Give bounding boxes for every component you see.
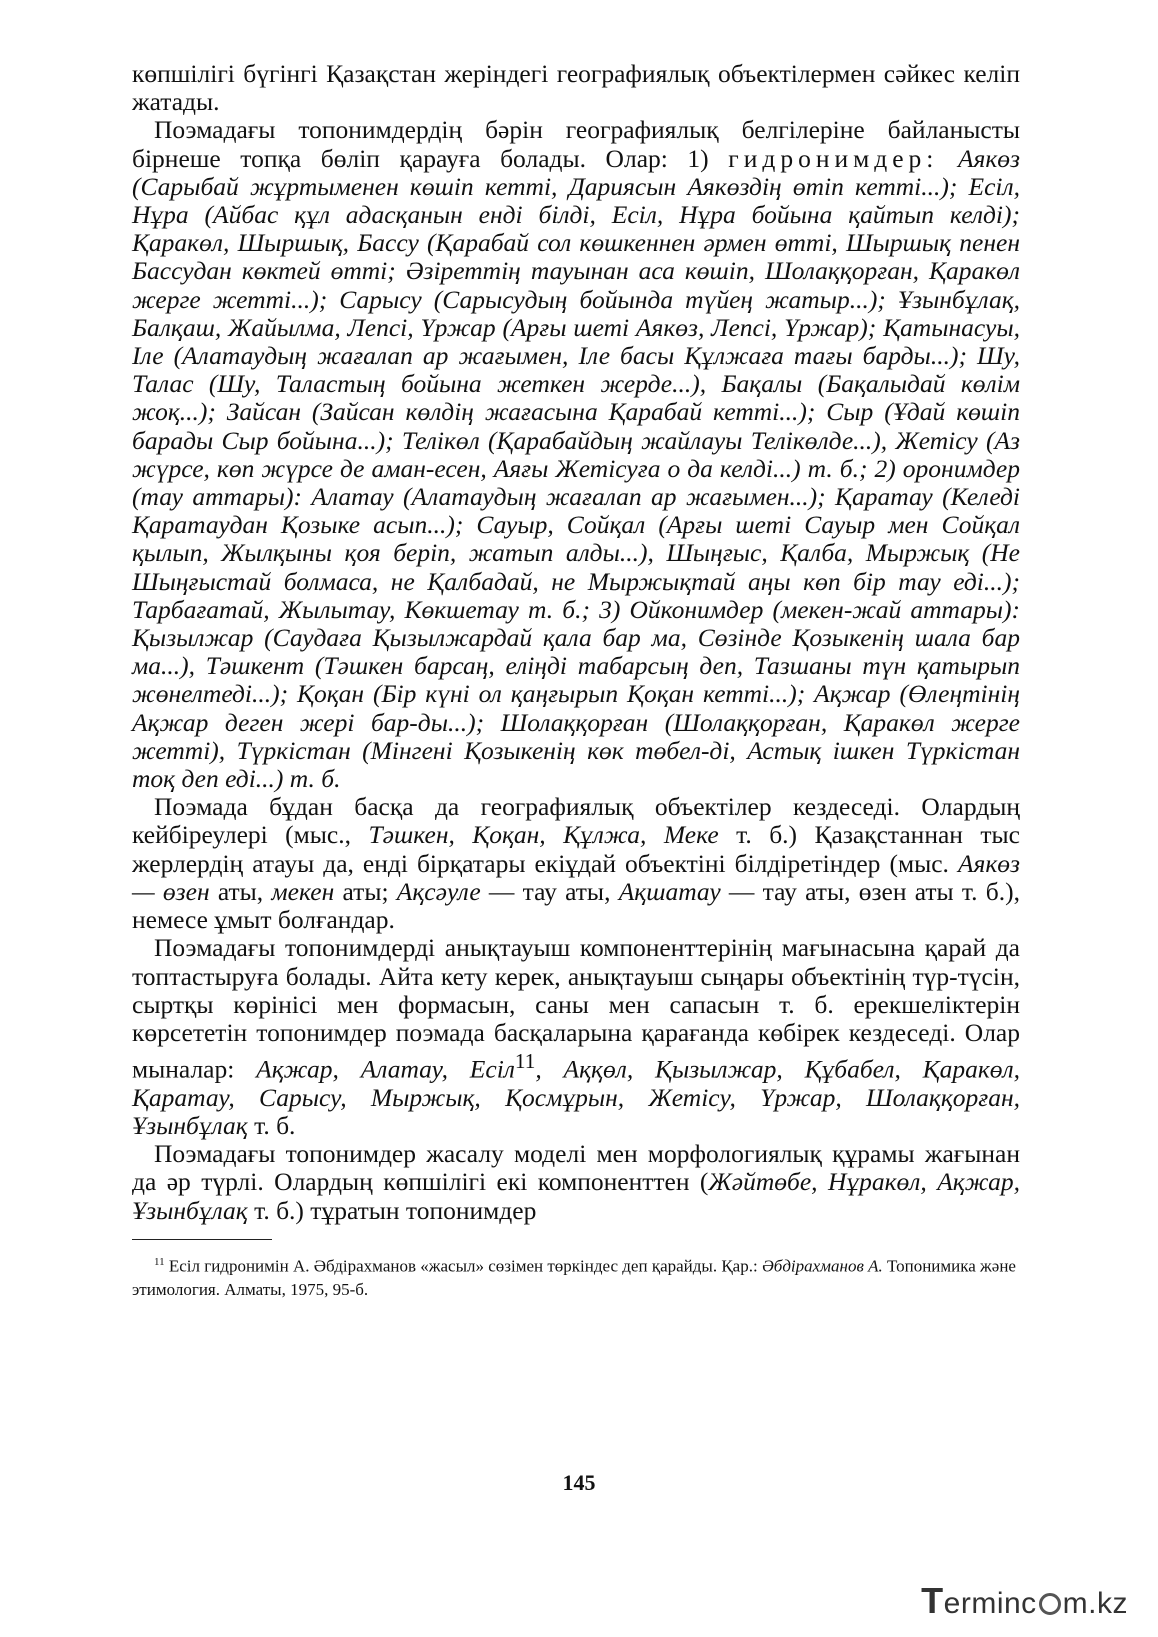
text-segment: т. б.) Қазақстаннан тыс жерлердің атауы да, енді бірқатары екіұдай объектіні білдіретіндер (мыс. xyxy=(132,820,1020,878)
text-segment: Поэмадағы топонимдерді анықтауыш компоненттерінің мағынасына қарай да топтастыруға болады. Айта кету керек, анықтауыш сыңары объектінің түр-түсін, сыртқы көрінісі мен формасын, саны мен сапасын т. б. ерекшеліктерін көрсететін топонимдер поэмада басқаларына қарағанда көбірек кездеседі. Олар мыналар: xyxy=(132,933,1020,1084)
footnote-ref: 11 xyxy=(514,1049,536,1074)
paragraph xyxy=(132,116,1020,793)
watermark-logo xyxy=(921,1580,1128,1622)
footnote-mark: 11 xyxy=(154,1255,165,1268)
italic-text: Әбдірахманов А. xyxy=(761,1256,883,1276)
text-segment: Поэмадағы топонимдер жасалу моделі мен морфологиялық құрамы жағынан да әр түрлі. Олардың көпшілігі екі компоненттен ( xyxy=(132,1139,1020,1197)
footnote xyxy=(132,1250,1020,1303)
watermark-lead: T xyxy=(921,1580,944,1621)
italic-text: Жәйтөбе, Нұракөл, Ақжар, Ұзынбұлақ xyxy=(132,1167,1020,1225)
text-segment xyxy=(938,144,958,173)
italic-text: мекен xyxy=(271,876,335,906)
text-segment: — тау аты, xyxy=(480,876,619,906)
text-segment: Поэмада бұдан басқа да географиялық объектілер кездеседі. Олардың кейбіреулері (мыс., xyxy=(132,792,1020,850)
text-segment: т. б. xyxy=(247,1111,296,1141)
page-number: 145 xyxy=(562,1470,596,1495)
text-segment: аты; xyxy=(334,876,397,906)
text-segment: — тау аты, өзен аты т. б.), немесе ұмыт болғандар. xyxy=(132,876,1020,935)
text-segment: гидронимдер: xyxy=(728,143,939,173)
italic-text: , Аққөл, Қызылжар, Құбабел, Қаракөл, Қаратау, Сарысу, Мыржық, Қосмұрын, Жетісу, Үржар, Шолаққорған, Ұзынбұлақ xyxy=(132,1054,1021,1141)
text-segment: аты, xyxy=(209,876,272,906)
watermark-tail: m.kz xyxy=(1062,1587,1128,1620)
italic-text: Ақшатау xyxy=(618,876,721,906)
paragraph xyxy=(132,934,1020,1140)
paragraph xyxy=(132,60,1020,116)
page-body xyxy=(132,60,1020,1302)
italic-text: Тәшкен, Қоқан, Құлжа, Меке xyxy=(368,820,719,850)
paragraph xyxy=(132,1140,1020,1225)
text-segment: Есіл гидронимін А. Әбдірахманов «жасыл» сөзімен төркіндес деп қарайды. Қар.: xyxy=(164,1256,762,1276)
italic-text: Аякөз (Сарыбай жұртыменен көшіп кетті, Дариясын Аякөздің өтіп кетті...); Есіл, Нұра (Айбас құл адасқанын енді білді, Есіл, Нұра бойына қайтып келді); Қаракөл, Шыршық, Бассу (Қарабай сол көшкеннен әрмен өтті, Шыршық пенен Бассудан көктей өтті; Әзіреттің тауынан аса көшіп, Шолаққорған, Қаракөл жерге жетті...); Сарысу (Сарысудың бойында түйең жатыр...); Ұзынбұлақ, Балқаш, Жайылма, Лепсі, Үржар (Арғы шеті Аякөз, Лепсі, Үржар); Қатынасуы, Іле (Алатаудың жағалап ар жағымен, Іле басы Құлжаға тағы барды...); Шу, Талас (Шу, Таластың бойына жеткен жерде...), Бақалы (Бақалыдай көлім жоқ...); Зайсан (Зайсан көлдің жағасына Қарабай кетті...); Сыр (Ұдай көшіп барады Сыр бойына...); Телікөл (Қарабайдың жайлауы Телікөлде...), Жетісу (Аз жүрсе, көп жүрсе де аман-есен, Аяғы Жетісуға о да келді...) т. б.; 2) оронимдер (тау аттары): Алатау (Алатаудың жағалап ар жағымен...); Қаратау (Келеді Қаратаудан Қозыке асып...); Сауыр, Сойқал (Арғы шеті Сауыр мен Сойқал қылып, Жылқыны қоя беріп, жатып алды...), Шыңғыс, Қалба, Мыржық (Не Шыңғыстай болмаса, не Қалбадай, не Мыржықтай аңы көп бір тау еді...); Тарбағатай, Жылытау, Көкшетау т. б.; 3) Ойконимдер (мекен-жай аттары): Қызылжар (Саудаға Қызылжардай қала бар ма, Сөзінде Қозыкенің шала бар ма...), Тәшкент (Тәшкен барсаң, еліңді табарсың деп, Тазшаны түн қатырып жөнелтеді...); Қоқан (Бір күні ол қаңғырып Қоқан кетті...); Ақжар (Өлеңтінің Ақжар деген жері бар-ды...); Шолаққорған (Шолаққорған, Қаракөл жерге жетті), Түркістан (Мінгені Қозыкенің көк төбел-ді, Астық ішкен Түркістан тоқ деп еді...) т. б. xyxy=(132,143,1021,794)
footnote-rule xyxy=(132,1239,272,1240)
italic-text: Ақсәуле xyxy=(396,876,481,906)
main-text xyxy=(132,60,1020,1225)
text-segment: Топонимика және этимология. Алматы, 1975, 95-б. xyxy=(132,1256,1016,1300)
text-segment: т. б.) тұратын топонимдер xyxy=(247,1195,537,1225)
watermark-circle-icon xyxy=(1039,1593,1061,1615)
paragraph xyxy=(132,793,1020,934)
text-segment: Поэмадағы топонимдердің бәрін географиялық белгілеріне байланысты бірнеше топқа бөліп қарауға болады. Олар: 1) xyxy=(132,115,1020,173)
italic-text: Ақжар, Алатау, Есіл xyxy=(256,1054,515,1084)
watermark-mid: erminc xyxy=(943,1587,1037,1620)
italic-text: Аякөз — өзен xyxy=(132,848,1020,906)
text-segment: көпшілігі бүгінгі Қазақстан жеріндегі географиялық объектілермен сәйкес келіп жатады. xyxy=(132,59,1020,117)
